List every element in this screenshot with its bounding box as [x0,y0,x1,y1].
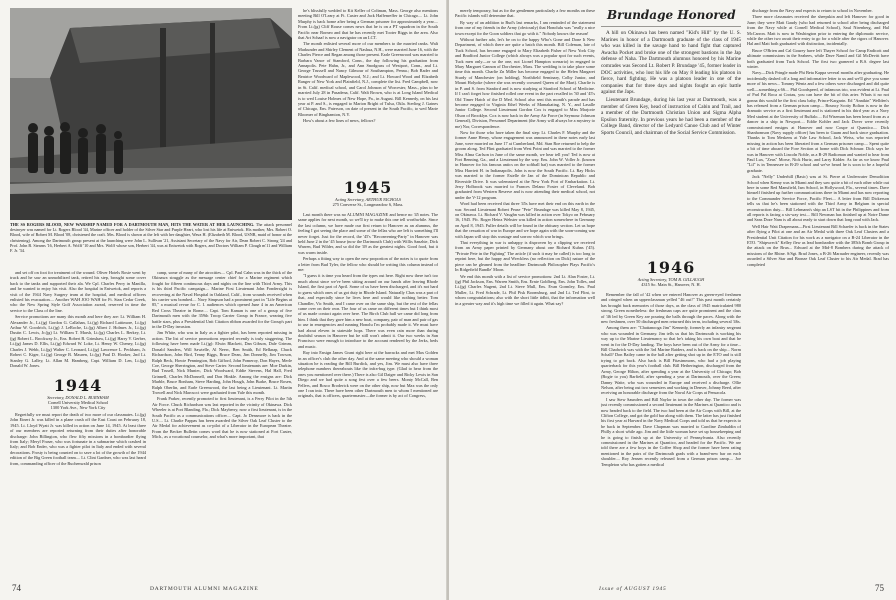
paragraph: Remember the fall of '42 when we entered Hanover as green-eyed freshmen and cringed when an upperclassman yelled "46 out!" This past month certainly has brought back memories of those days, as the class of 1945 matriculated 980 strong. Green nonetheless: the freshman caps are quite prominent and the class of '46 led by Green Key are pouring the balls through the paces. Along with the new freshmen, over 50 discharged men returned this term, including several '46s. [601,292,741,325]
class-year: 1946 [646,258,696,277]
paragraph: Among them are: "Chattanooga Jim" Kennedy, formerly an infantry sergeant who was wounded in Germany. Jim tells us that his Dartmouth is working his way up to the Marine Lieutenancy so that he's taking his own boat and that he went in for the D-Day landing. The boys have been out of the Army for a time... Bill Chadwick was with the 3rd Marine Raiders, and is back on the ship... Norm Schall? Don Bailey came in the hall after getting shot up in the ETO and is still trying to get back. Also back is Bill Fitzsimmons, who had a job playing quarterback for this year's football club. Bill Hetherington, discharged from the Army, George Hilton, after spending a year at the University of Chicago; Bob (Bogie to you) Barfield, after spending a year at Dartmouth, over the Green; Danny Waite, who was wounded in Europe and received a discharge. Ollie Nelson, after being out two semesters and working in Denver, Johnny Reed, after receiving an honorable discharge from the Naval Air Corps at Pensacola. [601,325,741,396]
class-year: 1945 [343,178,393,197]
magazine-footer: DARTMOUTH ALUMNI MAGAZINE [150,586,259,592]
paragraph: Bruce O'Brien and Cal Gourey have left Thayer School for Camp Endicott and ultimate commissions in the Seabees, while Dave Namil and Gil McDevitt have both graduated from Tuck School. The first two garnered a B.S. degree last winter. [747,47,889,70]
class-1945-heading [298,178,438,207]
right-column-1 [455,8,595,558]
paragraph: Jim White, who was in Italy as a fighter pilot, has been reported missing in action. The list of service promotions reported recently is truly staggering. The following have been made Lt.(jg): Elwin Blackett, Dan Gibson, Dale Grimm, Donald Sanders, Will Sawtelle, Al Neerc, Ben Smith, Ed Belknap, Chuck Richardson, John Bird, Tenny Biggs, Bruce Dean, Jim Donnelly, Jim Towson, Ralph Beck, Howie Pennington, Bob Gifford, John Pomeroy, Don Hayes, Merle Coe, George Sherrington, and Steve Carter. Second lieutenants are: Moe Durkin, Bud Trusell, Nick Muniec, Dick Woodward, Eddie Stevens, Hal Hall, Fred Grinnell, Charles McDonnell, and Don Hinkle. Among the ensigns are: Dick Marble, Bruce Bonham, Steve Harding, John Hough, John Burke, Bruce Rosen, Ralph Oberlin, and Earle Greenwood, the last being a Lieutenant. Lt. Martin Trowell and Nick Marcucci were graduated from Yale this month. [152,330,292,395]
paragraph: Last month there was no ALUMNI MAGAZINE and hence no '45 notes. The same applies for next month, so we'll try to make this one tell worthwhile. Since the last column, we have made our first return to Hanover as an alumnus, the feeling I got seeing the place and some of the fellas who are left is something I'll never forget. Just for the record, the '45's "Reconvening-Party" in Hanover was held June 2 in the '45 house (now the Dartmouth Club) with Willis Sanzhie, Dick Warren, Bud Wilder, and so did the '49 as the greatest nights. Good food, but it was warm inside. [298,212,438,255]
paragraph: By way of an addition to Bud's last remarks, I am reminded of the statement from one of my friends in the Army (obviously) that Honolulu was "really a nice town except for the Goon soldiers that go with it." Nobody knows the reason! [455,19,595,36]
photo-caption [10,222,292,253]
paragraph: and set off on foot for treatment of the wound. Oliver Hotels Rosie went by truck and he saw an unmobilized tank, retired his step, brought some cover back to the tanks and supported their ala. We Cpl. Charles Perry in Manilla, and he wanted to enjoy his visit. Also the hospital in Eniwetok, and reports a visit of the 1944 Navy Surgery team at the hospital, and medical officers enlisted his evacuation.... Another WAH JOO WAH for Ft. Stan Cedar Creek, who the New Spring Style Golf Association award, reserved in time the service to the Class of the line. [10,270,146,313]
paragraph: Word had been received that three '45s have met their end on this earth in the war. Second Lieutenant Robert Pease "Pete" Brundage was killed May 8, 1945, on Okinawa. Lt. Richard V. Vaughn was killed in action over Tokyo on February 16, 1945. Pfc. Roger Heinz Webster was killed in action somewhere in Germany on April 8, 1945. Fuller details will be found in the obituary section. Let us hope that the cessation of war in Europe and we hope again with the soon-coming war with Japan will stop this wastage and sorrow which war brings. [455,201,595,239]
right-column-3 [747,8,889,558]
headline-rule [601,26,741,27]
caption-lead: THE SS ROGERS BLOOD, NEW WARSHIP NAMED FOR A DARTMOUTH MAN, HITS THE WATER AT HER LAUNCHING. [10,222,255,227]
issue-footer: Issue of AUGUST 1945 [599,586,667,592]
left-column-3 [298,8,438,168]
paragraph: I saw Stew Saunders and Bill Naylor in town the other day. The former was just recently commissioned a second lieutenant in the Marines at Quantico and is now headed back to the field. The two had been at the Air Corps with Bill, at the Clifton College, and got the gold bar along with them. The latter has just finished his first year at Harvard in the Navy Medical Corps and told us that he expects to be back in September. Dave Chapman was married to Caroline Zimhaldin of Philly a short while ago. Jim and the little woman have set up housekeeping and he is going to finish up at the University of Pennsylvania. Also recently commissioned in the Marines at Quantico, and headed for the Pacific. We are told there are a few boys in the Coffee Shop and the former have been rating mentioned in the pairs of the Dartmouth grads with a brand-new bar on each shoulder.... Roy Jensen recently released from a German prison camp.... Joe Templeton who has gotten a medical [601,396,741,467]
right-column-2-top [601,30,741,264]
secretary-address-2: 1300 York Ave., New York City [50,405,106,410]
paragraph: Frank Parker, recently promoted to first lieutenant, is a Ferry Pilot in the 5th Air Force. Chuck Richardson was last reported in the vicinity of Okinawa. Dick Wheeler is at Port Blanding, Fla.; Dick Mayberry, now a first lieutenant, is in the South Pacific as a communications officer.... Capt. Jo Densmore is back in the U.S.... Lt. Charlie Pappas has been awarded the Silver Oak Leaf Cluster to the Air Medal for achievement as co-pilot of a Liberator in the European Theatre. From the Becker Bulletin comes word that he is now stationed at Fort Custer, Mich., as a vocational counselor, and what's more important, that [152,396,292,440]
paragraph: Perhaps a fitting way to open the new proportion of the notes is to quote from a letter from Bud Tyler, the fellow who should be writing this column instead of me: [298,256,438,273]
class-year: 1944 [53,376,103,395]
paragraph: Well Hair Wait Drapemans—First Lieutenant Bill Schaefer is back in the States after flying a Pilot at one and an Air Medal with three Oak Leaf Clusters and a Presidential Unit Citation for his work as a navigator on a B-24 Liberator in the ETO. "Shipwreck" Kelley flew as lead bombardier with the 385th Bomb Group in the attack on the Brux... Edward at the Mid-8 Bombers during the attack of missions of the Rhine. S/Sgt. Brad Jones, a B-26 Marauder engineer, recently was awarded a Silver Star and Bronze Oak Leaf Cluster to his Air Medal. Brad has completed [747,223,889,267]
paragraph: Now for those who have taken the final step: Lt. Charles F. Murphy and the former Anne Henry, whose engagement was announced in these notes early last June, were married on June 17 at Cumberland, Md. Stan Roe returned to help the groom along. Ted Flint graduated from West Point and was married to the former Miss Alma Carlson in June of the same month, we hear tell you! Ted is now at Fort Benning, Ga., and a Lieutenant by the way. Ens. John W. Voller Jr. (known in Hanover for his famous antics on the softball bat) was married to the former Miss Harriett H. in Indianapolis. John is now the South Pacific. Lt. Ray Hicks was married to the former Estelle de Jan of the Dominican Republic and Riverside Drive. It was solemnized at the New York Port of Embarkation. Lt. Jerry Holbrook was married to Frances Delano Foster of Cleveland. Bob graduated from Western Reserve and is now attending their medical school, not under the V-12 program. [455,129,595,200]
paragraph: camp, some of many of the atrocities.... Cpl. Paul Cahn was in the thick of the Okinawa struggle as the message center chief for a Marine regiment which fought for fifteen continuous days and nights on the line with Third Army. This is his third Pacific campaign.... Marine First Lieutenant John Fondersight is recovering at the Naval Hospital in Oakland, Calif., from wounds received when his carrier was bombed.... Navy Simpson had a prominent part in "Life Begins at 85," a musical revue for C. I. audiences which opened June 4 in an American Red Cross Theatre in Rome.... Capt. Tom Kaman is one of a group of five Dartmouth men with the 359th Troop Carrier Group in France, wearing five battle stars, plus a Presidential Unit Citation ribbon awarded for the Group's part in the D-Day invasion. [152,270,292,330]
left-column-1-bottom [10,412,146,558]
brundage-headline: Brundage Honored [607,8,736,22]
acting-secretary-line: Acting Secretary, ARTHUR NICHOLS [335,197,401,202]
paragraph: Navy—Dick Pringle made Phi Beta Kappa several months after graduating. He incidentally dashed off a long and informative letter to us and we'll give you some more of his news... Tommy Wentz and a few others were discharged and did quite well—something a 66.... Phil Goodspeed, of infamous trio, was evident at Lt. Paul of Parl Pal Roca at Crotau, you can have the bit of this arter. Whats it no not gonna this would be the first class baby, Prince-Kargarin. Ed "Annikin" Wellden's has released from a German prison camp.... Bouncy Scotty Bolton is now in the dramatic service as a first lieutenant and is stationed in his third year as a Navy Med student at the University of Buffalo.... Ed Wiseman has been heard from as a dancer in a ship in Newport.... Eddie Kohler and Jack Dover were recently commissioned ensigns at Hanover and now Coupe at Quantico.... Dick Shanhomson (Navy supply officer) has been to Guam and back since graduation. Thanks to Tom Meskens at Yale Law School, Jack Weiss, who was reported missing in action has been liberated from a German prisoner camp.... Spent quite a bit of time aboard the Fore Section at home with Dick Schnurr. Dick says he was in Hanover with Lincoln Noble, as a B-29 Radioman and wanted to hear from Paul Lux, "Zeus" Morse, Nick Hurtz, and Larry Kidder. As far as we know Paul "Lil" is in Tennessee in B-29 school and we've heard he is soon to be a hopeful graduate. [747,70,889,173]
class-1946-heading [601,258,741,287]
acting-secretary-address: 275 Converse St., Longmeadow 6, Mass. [332,202,404,207]
paragraph: "I guess it is time you heard from the types out here. Right now there isn't too much about since we've been sitting around on our hands after leaving Rhode Island, the first part of April. Some of us have been discharged, and it's not hard to guess which ones of us got duty in Rhode Island. Naturally Chas was a part of that, and especially since he lives here and would like nothing better. Tom Chandler, Vic Smith, and I came over on the same ship, but the rest of the fellas came over on their own. The four of us came on different times but I think most of us made contact again over here. The Birch Club hall we came did long from him. I think that they gave him a new boat, company, pair of man and pair of gas to use in emergencies and running Honolu I'm probably made it. We must have had about eleven in stateside hops. There was even rain more than during doubtful season in Hanover but he still won't admit it. Our two weeks in San Francisco were enough to introduce to the account rendered by the Jerks, beds and music. [298,273,438,349]
paragraph: How's about a few lines of news, fellows? [303,118,376,124]
right-column-2-bottom [601,292,741,558]
paragraph: Lieutenant Brundage, during his last year at Dartmouth, was a member of Green Key, head of instruction of Cabin and Trail, and a member of the Dartmouth Christian Union and Sigma Alpha Epsilon fraternity. In previous years he had been a member of the College Band, director of the Ledyard Canoe Club and of Winter Sports Council, and chairman of the Social Service Commission. [601,96,741,136]
paragraph: That everything in war is unhappy is disproven by a clipping we received from an Army paper printed by Germany about one Richard Kuhns ('45). "Private Pete in the Fighting" The article (if such it may be called) is too long to reprint here, but the happy and Wreckless (no reflection on Dick) nature of the piece can be gleaned from the headline: Dartmouth Philosopher Plays Pacific's In Ridgefield Bundle' Moon. [455,240,595,273]
paragraph: Regretfully we must report the death of two more of our classmates. Lt.(jg) John Einert Jr. was killed in a plane crash off the East Coast on February 18, 1945. Lt. Lloyd Wyatt Jr. was killed in action on June 14, 1945. At least three of our members are reported returning from their duties after honorable discharge: John Billington, who flew fifty missions in a bombardier flying from Italy; Meryl Fraser, who was fortunate in a submarine which crashed in Italy; and Bob Ender, who was a fighter pilot in Italy and ended with several decorations. Frosty is being counted on to save a lot of the growth of the 1944 edition of the Big Green football team.... Lt. Clint Gardner, who was last heard from, commanding officer of the Buchenwald prison [10,412,146,466]
paragraph: A hill on Okinawa has been named "Kid's Hill" by the U. S. Marines in honor of a Dartmouth graduate of the class of 1945 who was killed in the savage hand to hand fight that captured Awacha Pocket and broke one of the strongest bastions in the Jap defense of Naha. The Dartmouth alumnus honored by his Marine comrades was Second Lt. Robert P. Brundage '45, former leader in DOC activities, who lost his life on May 8 leading his platoon in fierce, hard fighting. He was a platoon leader in one of the companies that for three days and nights fought an epic battle against the Japs. [601,30,741,96]
paragraph: Jack "Nelly" Underhill (Basic) was at St. Pierre at Underwater Demolition School when Kenny was in Miami and they saw quite a bit of each other while out here in some Red Mansfield, Ism School, in Hollywood, Fla., several times. Dave himself finished up further communications there in Miami and has now reporting to the Commander Service Force, Pacific Fleet.... A letter from Bill Dickerson tells us that he's been stationed with the Third Army in Belgium in special reconstruction duty.... Bill Lehmann's ship an LST hit in the Philippines and from all reports is facing a six-way test.... Bill Newman has finished up at Notre Dame and Sans Doze Nam is all about ready to start down that long road with Jack. [747,174,889,223]
ship-photo-illustration [10,8,292,220]
class-1944-heading [10,376,146,410]
paragraph: he's blissfully wedded to Kit Keller of Coltman, Mass. George also mentions meeting Bill O'Leary at Ft. Custer and Jack Haffenreffer in Chicago.... Lt. John Murphy is back home after being a German prisoner for approximately a year.... From Lt.(jg) Cliff Rouse comes news that he is on a PT squadron in the South Pacific near Borneo and that he has recently met Tooter Riggs in the area. Also that Art Schaaf is now a navigator on an LCT. [298,8,438,41]
ship-launching-photo [10,8,292,220]
paragraph: We end this month with a list of service promotions: 2nd Lt. Alan Foster, Lt.(jg) Phil Jackson, Ens. Warren Smith, Ens. Ernie Goldberg, Ens. John Tolles, and Lt.(jg) Charles Nugent, 2nd Lt. Steve Mull, Ens. Evan Gormley, Ens. Paul Muller, Lt. Fred Schrade, Lt. Phil Pisk Boomsburg, and 2nd Lt. Ted Flint, to whom congratulations; also with the short little tidbit, that the information well in a greater way and it's high time we filled it again. What say? [455,273,595,306]
acting-secretary-line: Acting Secretary, TOM B. GILLAUGH [637,277,705,282]
paragraph: Without further ado, let's be on to the happy Who's Gone and Done It New Department, of which there are quite a batch this month. Bill Coleman, late of Tuck School, has become engaged to Mary Elizabeth Fisher of New York City and Bradford Junior College (which always was a popular spot for such events, Tuck men only—or so the one, not Lionel Hampton scenario) in engaged to Mary Margaret Cannon of Dorchester, Mass. The wedding is to take place some time this month. Charlie Zn Miller has become engaged to the Helen Margaret Sturdy of Manchester (on holding), Northfield Seminary, Colby Junior, and Mount Holyoke (where she was recently crowned Queen of the Mart). Charlie is in P. and S. from Stanford and is now studying at Stanford School of Medicine. If I can't forget how finished rolled one event in the part recalled in '30 and '45's Old Timer Hatch of the D Med. School also sent this month's parade and has become engaged to Virginia Ethel Weeks of Mamakating, N. Y., and Lasalle Junior College. Second Lieutenant Gordon Cox is engaged to Miss Marjorie Olson of Brooklyn. Cox is now back in the Army Air Force (in Seymour Johnson General), Division, Personnel Department (the Army will always be a mystery to me) Nor, Correspondence. [455,37,595,129]
left-page [0,0,447,600]
secretary-line: Secretary, DONALD L. BURNHAM [47,395,109,400]
paragraph: discharge from the Navy and expects to return to school in November. [752,8,873,13]
page-number: 74 [12,583,21,593]
secretary-address-1: Cornell University Medical School [47,400,109,405]
page-number: 75 [875,583,884,593]
paragraph: merely temporary, but as for the gentlemen particularly a few months on these Pacific islands will determine that. [455,8,595,19]
right-page [449,0,896,600]
paragraph: Service promotions are many this month and here they are: Lt. William H. Alexander Jr., Lt.(jg) Gordon G. Callahan, Lt.(jg) Richard Lattimore, Lt.(jg) Arthur W. Goodrich, Lt.(jg) J. LeRoche, Lt.(jg) Albert J. Holmes Jr., Lt.(jg) Dustin C. Lewis, Jr.(jg) Lt. William T. Marsh, Lt.(jg) Charles L. Berkey, Lt.(jg) Robert L. Brockway Jr., Ens. Robert B. Grinshaw, Lt.(jg) Harry V. Gerber, Lt.(jg) James D. Ellis, Lt.(jg) Edward W. Loke, Lt. Henry W. Cheney, Lt.(jg) Charles J. Webb, Lt.(jg) Walter C. Leonard, Lt.(jg) Lawrence L. Peckham, Jr. Robert C. Kiger, Lt.(jg) George B. Mauren, Lt.(jg) Paul D. Hooker, 2nd Lt. Stanley G. Lalley, Lt. Allan M. Hamberg, Capt. William D. Len, Lt.(jg) Donald W. Jones. [10,314,146,368]
acting-secretary-address: 4315 So. Main St., Hanover, N. H. [641,282,701,287]
paragraph: Ray into Ensign James Grant right here at the barracks and met Max Golden in an officer's club the other day. And at the same meeting who should a woman situation he is reading the Bill Burdick, and yes, Jim. We must also have three telephone numbers thereabouts like the infra-bug type. (Glad to hear from the ones you mentioned over there.) There is also Gil Daiger and Ricky Lewis in San Diego and we had quite a song fest over a few beers. Monty McCall, Ben Fellers, and Bosco Broderick were on the other ship, now but Max was the only one I ran into. There have been other Dartmouth men to whom I mentioned are originals, that is officers, quartermaster—the former is by act of Congress, [298,350,438,399]
caption-body: The attack personnel destroyer was named for Lt. Rogers Blood '44, Marine officer and holder of the Silver Star and Purple Heart, who lost his life at Eniwetok. His mother, Mrs. Robert O. Blood, wife of Robert M. Blood '08, christened the craft. Mrs. Blood is shown at the left with her daughter, Wava H. (Elizabeth M. Blood, USNR, maid of honor at the christening). Among the Dartmouth group present at the launching were John L. Sullivan '21, Assistant Secretary of the Navy for Air, Dean Robert C. Strong '24 and Prof. John B. Stearns '16, Herbert A. Wolff '10 and Mrs. Wolff whose son, Herbert '44, was at Eniwetok with Rogers, and Doctors William P. Clough m'11 and William F. Jr. '34. [10,222,292,254]
paragraph: Three more classmates received the sheepskin and left Hanover for good in June; they were Matt Gaudy (who had returned to school after being discharged from the Navy while at Cornell Medical School), Saul Nirenberg, and Hal McCarron. Matt is now in Washington prior to entering the diplomatic service, while the other two await their entry to go for a while after the rigors of Hanover. Hal and Matt both graduated with distinction, incidentally. [747,14,889,47]
left-column-3-bottom [298,212,438,558]
left-column-2 [152,270,292,558]
paragraph: The month enlisted several more of our members to the married ranks. Walt Markunder and Shirley Clement of Nashua, N.H., were married June 16, with the Charles Pierce and Regan among those present. Earle Greenwood was married to Barbara Vance of Stamford, Conn., the day following his graduation from Annapolis. Pete Hahn, Jr., and Ann Snodgrass of Westport, Conn., and Lt. George Trussell and Nancy Gilmour of Southampton, Penna.; Bob Rader and Beatrice Woodward of Maplewood, N.J.; and Lt. Howard Wood and Elizabeth Ranger of New York and Plainfield, N.J., complete the list. Fred Campbell, now in St. Calif. medical school, and Carol Johnson of Worcester, Mass., plan to be married July 28 in Pasadena, Calif. Walt Brown, who is at Long Island Medical is to wed Louise Holmes of New Hope, Pa., in August. Bill Kennedy, on his last year at P. and S., is engaged to Marion Bright of Tulsa, Okla. Sterling J. Gaines of Chicago, Ens. Paterson, on date of present in the South Pacific, to wed Marie Bloomer of Binghamton, N.Y. [298,41,438,117]
